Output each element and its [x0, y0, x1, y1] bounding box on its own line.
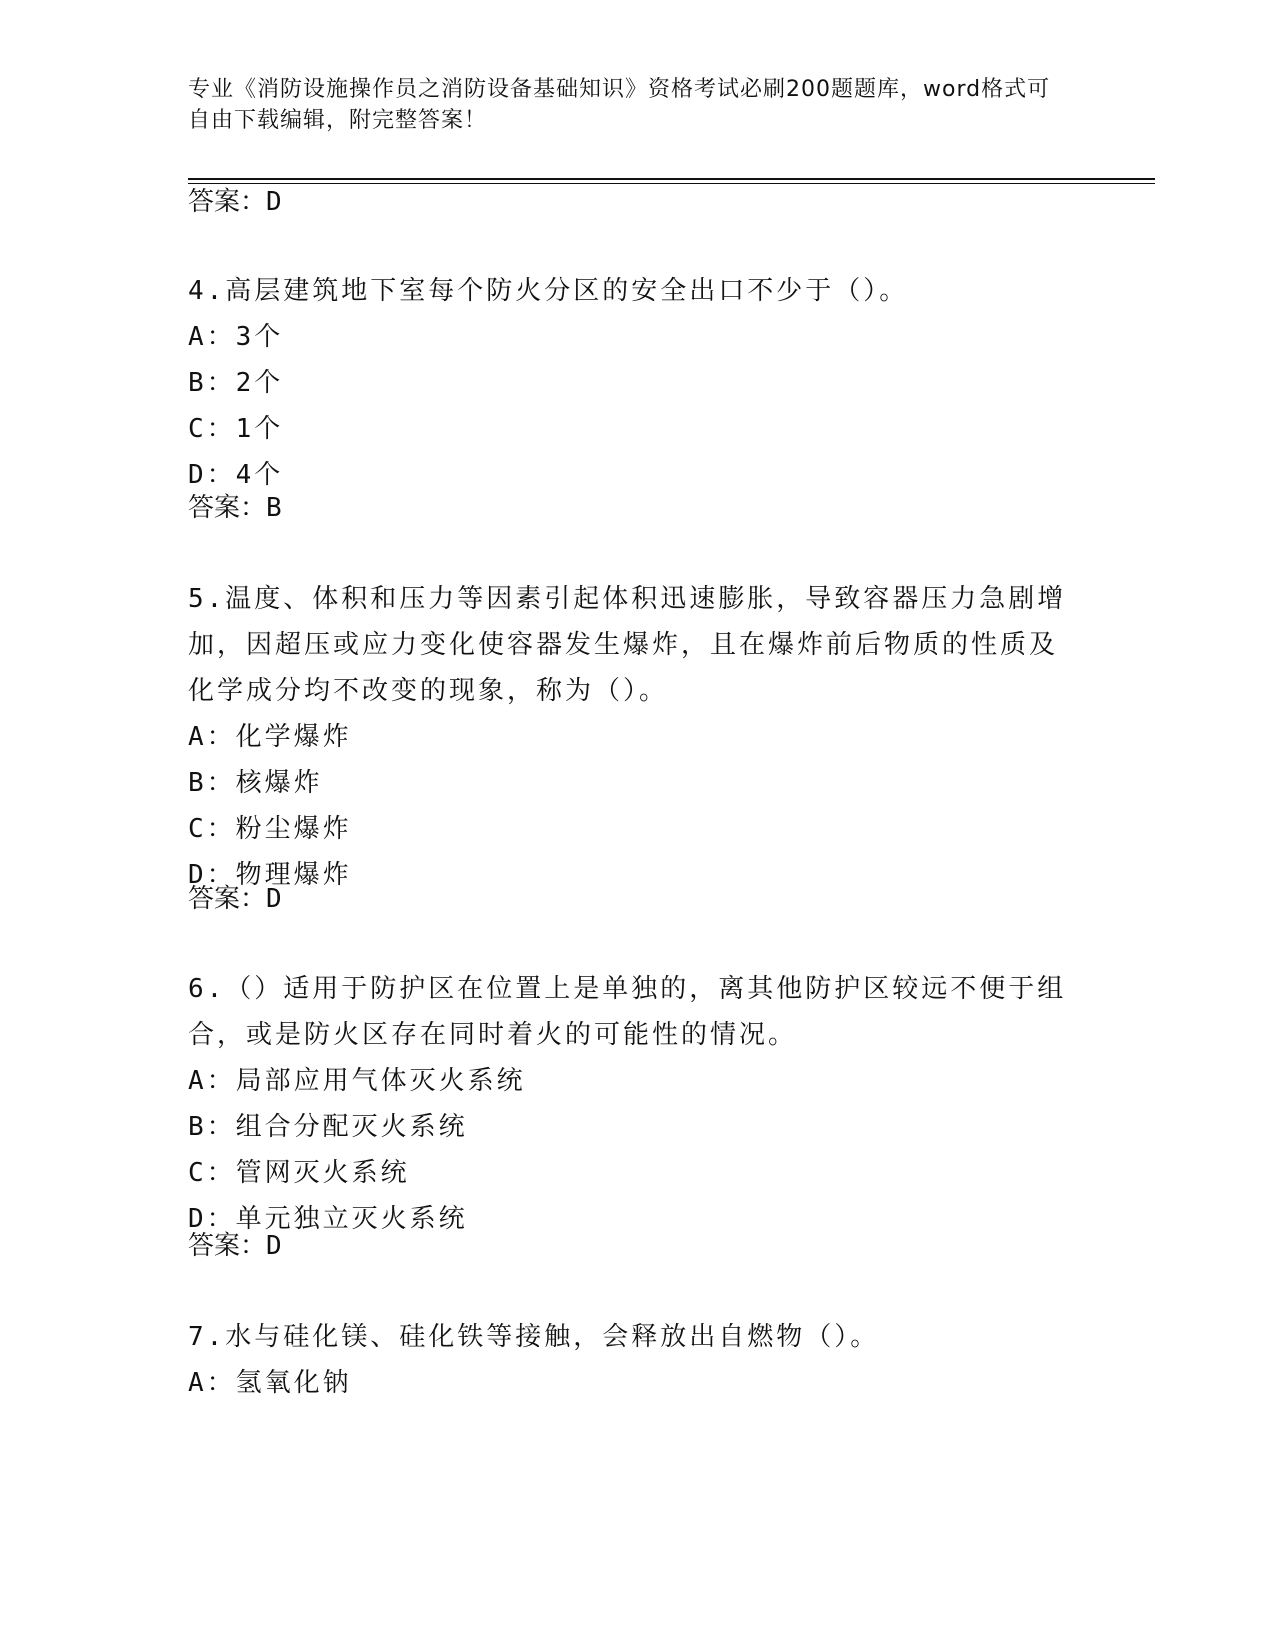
- answer-value: D: [266, 884, 282, 914]
- option-d: D：单元独立灭火系统: [188, 1204, 468, 1234]
- option-a: A：局部应用气体灭火系统: [188, 1066, 526, 1096]
- option-a: A：3个: [188, 322, 284, 352]
- answer-label: 答案：: [188, 1231, 267, 1261]
- option-a: A：化学爆炸: [188, 722, 352, 752]
- option-c: C：粉尘爆炸: [188, 814, 352, 844]
- question-stem: 7.水与硅化镁、硅化铁等接触，会释放出自燃物（）。: [188, 1322, 880, 1352]
- answer-q4: [188, 490, 282, 526]
- question-stem: 6.（）适用于防护区在位置上是单独的，离其他防护区较远不便于组合，或是防火区存在同时着火的可能性的情况。: [188, 974, 1067, 1050]
- answer-label: 答案：: [188, 187, 267, 217]
- option-d: D：物理爆炸: [188, 860, 352, 890]
- header-divider-thin: [188, 183, 1155, 184]
- answer-value: D: [266, 187, 282, 217]
- answer-value: B: [266, 493, 282, 523]
- question-4: [188, 268, 1068, 498]
- option-b: B：2个: [188, 368, 284, 398]
- option-b: B：核爆炸: [188, 768, 323, 798]
- answer-label: 答案：: [188, 884, 267, 914]
- question-7: [188, 1314, 1068, 1406]
- question-6: [188, 966, 1068, 1242]
- option-b: B：组合分配灭火系统: [188, 1112, 468, 1142]
- header-divider-thick: [188, 178, 1155, 180]
- answer-q5: [188, 881, 282, 917]
- answer-q3: [188, 184, 282, 220]
- option-c: C：管网灭火系统: [188, 1158, 410, 1188]
- question-stem: 5.温度、体积和压力等因素引起体积迅速膨胀，导致容器压力急剧增加，因超压或应力变化使容器发生爆炸，且在爆炸前后物质的性质及化学成分均不改变的现象，称为（）。: [188, 584, 1067, 706]
- option-d: D：4个: [188, 460, 284, 490]
- answer-label: 答案：: [188, 493, 267, 523]
- option-a: A：氢氧化钠: [188, 1368, 352, 1398]
- question-5: [188, 576, 1068, 898]
- option-c: C：1个: [188, 414, 284, 444]
- answer-value: D: [266, 1231, 282, 1261]
- question-stem: 4.高层建筑地下室每个防火分区的安全出口不少于（）。: [188, 276, 909, 306]
- document-header: 专业《消防设施操作员之消防设备基础知识》资格考试必刷200题题库，word格式可自由下载编辑，附完整答案！: [188, 77, 1051, 133]
- answer-q6: [188, 1228, 282, 1264]
